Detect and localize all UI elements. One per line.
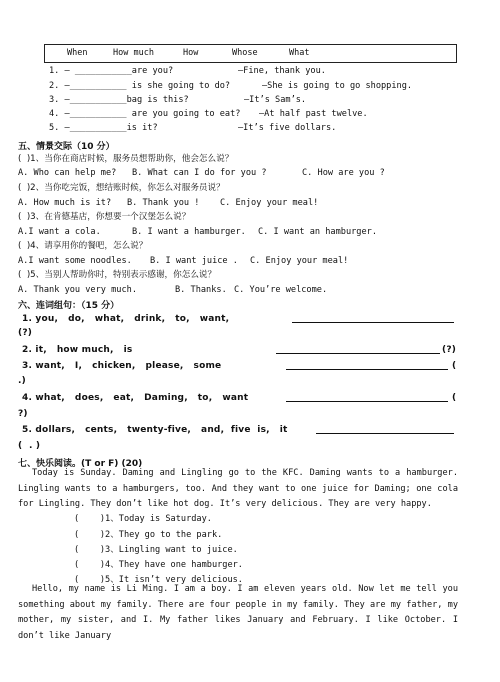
answer-line-4[interactable]: [286, 401, 448, 402]
answer-line-2[interactable]: [276, 353, 440, 354]
option-a: A. Thank you very much.: [18, 285, 137, 295]
sentence-1-end: (?): [18, 328, 33, 338]
answer-line-1[interactable]: [292, 322, 454, 323]
sentence-5: 5. dollars, cents, twenty-five, and, five is, it: [22, 425, 288, 435]
option-c: C. Enjoy your meal!: [220, 198, 319, 208]
situation-question-1: ( )1、当你在商店时候，服务员想帮助你，他会怎么说？: [18, 154, 234, 164]
blank-answer-3: —It’s Sam’s.: [244, 95, 307, 105]
sentence-2: 2. it, how much, is: [22, 345, 133, 355]
option-a: A. Who can help me?: [18, 168, 117, 178]
option-b: B. I want a hamburger.: [132, 227, 246, 237]
blank-answer-1: —Fine, thank you.: [238, 66, 326, 76]
word-bank-item: How much: [113, 48, 154, 58]
blank-question-3: 3. —___________bag is this?: [49, 95, 189, 105]
option-a: A.I want a cola.: [18, 227, 101, 237]
option-c: C. You’re welcome.: [234, 285, 328, 295]
situation-question-4: ( )4、请享用你的餐吧，怎么说？: [18, 241, 148, 251]
reading-passage-1: Today is Sunday. Daming and Lingling go to the KFC. Daming wants to a hamburger. Lingling wants to a hamburgers, too. And they want to one juice for Daming; one cola for Lingling. They don’t like hot dog. It’s very delicious. They are very happy.: [18, 468, 458, 510]
blank-answer-5: —It’s five dollars.: [238, 123, 337, 133]
tf-question-5: ( )5、It isn’t very delicious.: [74, 575, 243, 585]
sentence-3-cont: .): [18, 376, 26, 386]
answer-line-3[interactable]: [286, 369, 448, 370]
tf-question-3: ( )3、Lingling want to juice.: [74, 545, 238, 555]
blank-question-4: 4. —___________ are you going to eat?: [49, 109, 241, 119]
situation-question-2: ( )2、当你吃完饭，想结账时候，你怎么对服务员说？: [18, 183, 225, 193]
option-b: B. What can I do for you ?: [132, 168, 267, 178]
option-c: C. How are you ?: [302, 168, 385, 178]
word-bank-box: [44, 44, 457, 63]
sentence-3-end: (: [452, 361, 457, 371]
word-bank-item: How: [183, 48, 199, 58]
tf-question-4: ( )4、They have one hamburger.: [74, 560, 243, 570]
blank-question-1: 1. — ___________are you?: [49, 66, 174, 76]
section-5-title: 五、情景交际（10 分）: [18, 142, 115, 152]
sentence-4-cont: ?): [18, 409, 28, 419]
option-b: B. I want juice .: [150, 256, 238, 266]
word-bank-item: What: [289, 48, 310, 58]
blank-question-5: 5. —___________is it?: [49, 123, 158, 133]
option-a: A.I want some noodles.: [18, 256, 132, 266]
tf-question-2: ( )2、They go to the park.: [74, 530, 223, 540]
tf-question-1: ( )1、Today is Saturday.: [74, 514, 212, 524]
situation-question-3: ( )3、在肯德基店，你想要一个汉堡怎么说？: [18, 212, 191, 222]
word-bank-item: When: [67, 48, 88, 58]
sentence-2-end: (?): [442, 345, 457, 355]
sentence-1: 1. you, do, what, drink, to, want,: [22, 314, 230, 324]
sentence-4-end: (: [452, 393, 457, 403]
option-a: A. How much is it?: [18, 198, 112, 208]
option-c: C. I want an hamburger.: [258, 227, 377, 237]
answer-line-5[interactable]: [316, 433, 454, 434]
blank-question-2: 2. —___________ is she going to do?: [49, 81, 231, 91]
section-7-title: 七、快乐阅读。(T or F) (20): [18, 459, 143, 469]
reading-passage-2: Hello, my name is Li Ming. I am a boy. I am eleven years old. Now let me tell you something about my family. There are four people in my family. They are my father, my mother, my sister, and I. My father likes January and February. I like October. I don’t like January: [18, 584, 458, 641]
blank-answer-2: —She is going to go shopping.: [262, 81, 413, 91]
option-c: C. Enjoy your meal!: [250, 256, 349, 266]
sentence-4: 4. what, does, eat, Daming, to, want: [22, 393, 249, 403]
word-bank-item: Whose: [232, 48, 258, 58]
section-6-title: 六、连词组句：（15 分）: [18, 301, 120, 311]
situation-question-5: ( )5、当别人帮助你时，特别表示感谢，你怎么说？: [18, 270, 217, 280]
option-b: B. Thanks.: [175, 285, 227, 295]
option-b: B. Thank you !: [127, 198, 200, 208]
sentence-5-cont: ( . ): [18, 441, 41, 451]
blank-answer-4: —At half past twelve.: [259, 109, 368, 119]
sentence-3: 3. want, I, chicken, please, some: [22, 361, 222, 371]
